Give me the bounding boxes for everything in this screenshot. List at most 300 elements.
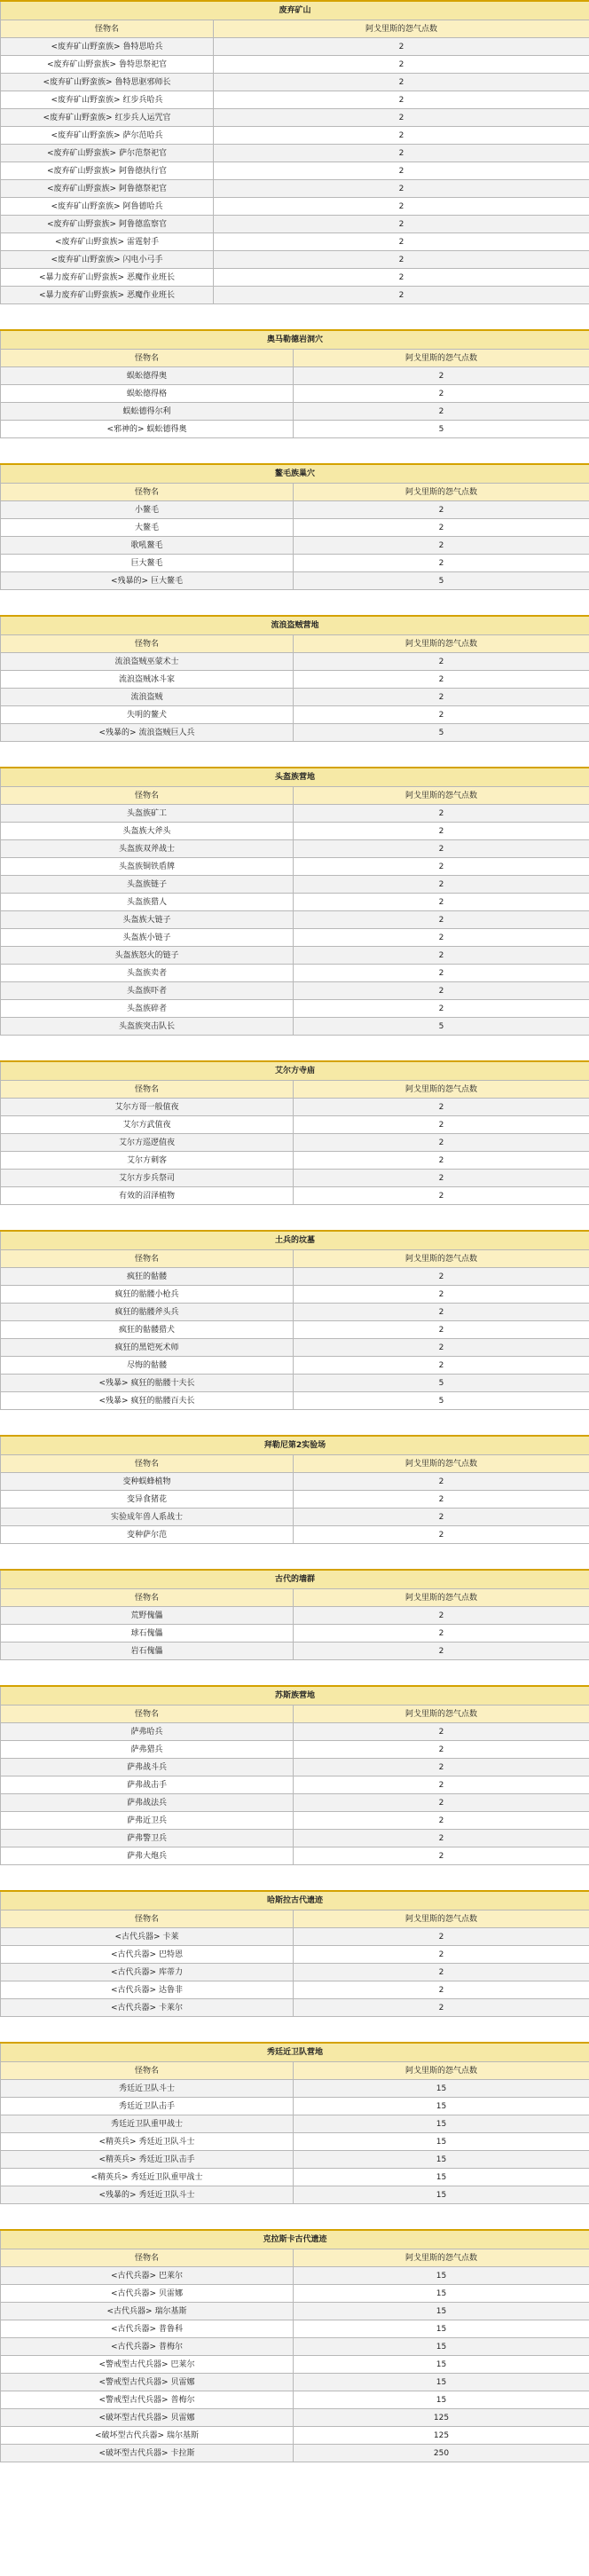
- section-spacer: [0, 1205, 589, 1230]
- table-row: [1, 2374, 589, 2391]
- table-row: [1, 1187, 589, 1205]
- monster-name-cell: 头盔族卖者: [1, 965, 294, 982]
- section-spacer: [0, 1660, 589, 1685]
- monster-section: [0, 615, 589, 742]
- table-row: [1, 385, 589, 403]
- points-cell: 2: [294, 929, 589, 947]
- points-cell: 2: [294, 1491, 589, 1509]
- table-row: [1, 2151, 589, 2169]
- monster-table: [0, 1230, 589, 1410]
- table-row: [1, 706, 589, 724]
- section-title: 克拉斯卡古代遗迹: [1, 2230, 589, 2249]
- points-cell: 5: [294, 1375, 589, 1392]
- column-header-points: 阿戈里斯的怨气点数: [294, 350, 589, 367]
- section-title: 头盔族营地: [1, 768, 589, 787]
- monster-table: [0, 615, 589, 742]
- table-row: [1, 653, 589, 671]
- monster-name-cell: 萨弗哈兵: [1, 1723, 294, 1741]
- table-row: [1, 233, 589, 251]
- table-row: [1, 145, 589, 162]
- column-header-monster: 怪物名: [1, 1589, 294, 1607]
- points-cell: 2: [294, 965, 589, 982]
- table-row: [1, 911, 589, 929]
- column-header-monster: 怪物名: [1, 484, 294, 501]
- monster-name-cell: 头盔族大斧头: [1, 823, 294, 840]
- monster-name-cell: 萨弗猎兵: [1, 1741, 294, 1759]
- section-spacer: [0, 1036, 589, 1060]
- table-row: [1, 1830, 589, 1847]
- monster-name-cell: 头盔族铜铁盾牌: [1, 858, 294, 876]
- table-row: [1, 876, 589, 894]
- table-row: [1, 1339, 589, 1357]
- table-row: [1, 1116, 589, 1134]
- points-cell: 5: [294, 724, 589, 742]
- table-row: [1, 216, 589, 233]
- points-cell: 2: [294, 1321, 589, 1339]
- table-row: [1, 823, 589, 840]
- table-row: [1, 2186, 589, 2204]
- monster-name-cell: 艾尔方巡逻值夜: [1, 1134, 294, 1152]
- points-cell: 2: [294, 671, 589, 689]
- monster-name-cell: 岩石傀儡: [1, 1642, 294, 1660]
- column-header-points: 阿戈里斯的怨气点数: [294, 1081, 589, 1099]
- points-cell: 2: [294, 823, 589, 840]
- monster-name-cell: 疯狂的骷髅斧头兵: [1, 1304, 294, 1321]
- table-row: [1, 421, 589, 438]
- section-title: 艾尔方寺庙: [1, 1061, 589, 1081]
- monster-name-cell: 流浪盗贼巫蒙术士: [1, 653, 294, 671]
- monster-name-cell: 疯狂的骷髅: [1, 1268, 294, 1286]
- points-cell: 2: [294, 805, 589, 823]
- monster-table: [0, 1060, 589, 1205]
- monster-name-cell: <精英兵> 秀廷近卫队击手: [1, 2151, 294, 2169]
- monster-name-cell: 艾尔方哥一般值夜: [1, 1099, 294, 1116]
- monster-name-cell: <废弃矿山野蛮族> 阿鲁德祭祀官: [1, 180, 214, 198]
- table-row: [1, 1509, 589, 1526]
- table-row: [1, 840, 589, 858]
- section-title: 流浪盗贼营地: [1, 616, 589, 635]
- monster-name-cell: 头盔族碎者: [1, 1000, 294, 1018]
- points-cell: 2: [294, 911, 589, 929]
- monster-name-cell: <古代兵器> 巴莱尔: [1, 2267, 294, 2285]
- monster-name-cell: 萨弗战法兵: [1, 1794, 294, 1812]
- monster-name-cell: 萨弗警卫兵: [1, 1830, 294, 1847]
- points-cell: 15: [294, 2115, 589, 2133]
- monster-name-cell: <警戒型古代兵器> 贝雷娜: [1, 2374, 294, 2391]
- section-spacer: [0, 590, 589, 615]
- monster-section: [0, 463, 589, 590]
- monster-name-cell: <邪神的> 蜈蚣德得奥: [1, 421, 294, 438]
- monster-name-cell: <古代兵器> 达鲁非: [1, 1981, 294, 1999]
- monster-name-cell: 秀廷近卫队击手: [1, 2098, 294, 2115]
- monster-name-cell: 头盔族突击队长: [1, 1018, 294, 1036]
- table-row: [1, 805, 589, 823]
- table-row: [1, 127, 589, 145]
- table-row: [1, 2320, 589, 2338]
- points-cell: 2: [294, 555, 589, 572]
- points-cell: 2: [214, 109, 589, 127]
- column-header-points: 阿戈里斯的怨气点数: [294, 1455, 589, 1473]
- monster-name-cell: <废弃矿山野蛮族> 红步兵人运咒官: [1, 109, 214, 127]
- table-row: [1, 1375, 589, 1392]
- points-cell: 2: [294, 1812, 589, 1830]
- monster-name-cell: <残暴的> 秀廷近卫队斗士: [1, 2186, 294, 2204]
- monster-name-cell: 变异食猪花: [1, 1491, 294, 1509]
- points-cell: 5: [294, 1018, 589, 1036]
- monster-name-cell: <废弃矿山野蛮族> 阿鲁德执行官: [1, 162, 214, 180]
- section-spacer: [0, 304, 589, 329]
- points-cell: 2: [294, 947, 589, 965]
- section-title: 废弃矿山: [1, 1, 589, 20]
- monster-name-cell: <残暴的> 流浪盗贼巨人兵: [1, 724, 294, 742]
- column-header-monster: 怪物名: [1, 635, 294, 653]
- points-cell: 15: [294, 2374, 589, 2391]
- monster-name-cell: <古代兵器> 卡莱: [1, 1928, 294, 1946]
- points-cell: 15: [294, 2186, 589, 2204]
- table-row: [1, 894, 589, 911]
- column-header-monster: 怪物名: [1, 1455, 294, 1473]
- monster-table: [0, 463, 589, 590]
- monster-name-cell: <废弃矿山野蛮族> 阿鲁德监察官: [1, 216, 214, 233]
- points-cell: 2: [294, 876, 589, 894]
- points-cell: 2: [294, 537, 589, 555]
- points-cell: 2: [294, 1099, 589, 1116]
- monster-section: [0, 329, 589, 438]
- table-row: [1, 572, 589, 590]
- section-title: 苏斯族营地: [1, 1686, 589, 1706]
- points-cell: 2: [214, 216, 589, 233]
- points-cell: 5: [294, 421, 589, 438]
- column-header-monster: 怪物名: [1, 787, 294, 805]
- column-header-points: 阿戈里斯的怨气点数: [294, 1706, 589, 1723]
- table-row: [1, 671, 589, 689]
- monster-table: [0, 2229, 589, 2462]
- table-row: [1, 1357, 589, 1375]
- table-row: [1, 724, 589, 742]
- table-row: [1, 1286, 589, 1304]
- monster-name-cell: <精英兵> 秀廷近卫队重甲战士: [1, 2169, 294, 2186]
- monster-table: [0, 1685, 589, 1865]
- monster-name-cell: <古代兵器> 普鲁科: [1, 2320, 294, 2338]
- monster-section: [0, 1060, 589, 1205]
- monster-name-cell: 艾尔方步兵祭司: [1, 1170, 294, 1187]
- section-spacer: [0, 742, 589, 767]
- points-cell: 2: [294, 1759, 589, 1776]
- table-row: [1, 1723, 589, 1741]
- monster-section: [0, 1890, 589, 2017]
- points-cell: 15: [294, 2303, 589, 2320]
- column-header-points: 阿戈里斯的怨气点数: [294, 787, 589, 805]
- table-row: [1, 162, 589, 180]
- points-cell: 15: [294, 2338, 589, 2356]
- points-cell: 2: [294, 982, 589, 1000]
- section-title: 古代的墙群: [1, 1570, 589, 1589]
- points-cell: 250: [294, 2445, 589, 2462]
- points-cell: 2: [294, 1187, 589, 1205]
- points-cell: 2: [294, 1000, 589, 1018]
- points-cell: 5: [294, 1392, 589, 1410]
- table-row: [1, 1392, 589, 1410]
- points-cell: 2: [294, 1304, 589, 1321]
- table-row: [1, 1473, 589, 1491]
- monster-name-cell: 艾尔方武值夜: [1, 1116, 294, 1134]
- points-cell: 2: [294, 653, 589, 671]
- monster-name-cell: <警戒型古代兵器> 普梅尔: [1, 2391, 294, 2409]
- points-cell: 15: [294, 2267, 589, 2285]
- table-row: [1, 1741, 589, 1759]
- table-row: [1, 1999, 589, 2017]
- points-cell: 2: [294, 894, 589, 911]
- table-row: [1, 555, 589, 572]
- points-cell: 15: [294, 2320, 589, 2338]
- monster-name-cell: 尽悔的骷髅: [1, 1357, 294, 1375]
- points-cell: 2: [214, 233, 589, 251]
- column-header-monster: 怪物名: [1, 20, 214, 38]
- monster-name-cell: 变种蜈蜂植物: [1, 1473, 294, 1491]
- table-row: [1, 1170, 589, 1187]
- monster-name-cell: <古代兵器> 巴特恩: [1, 1946, 294, 1964]
- monster-name-cell: 荒野傀儡: [1, 1607, 294, 1625]
- monster-name-cell: 秀廷近卫队斗士: [1, 2080, 294, 2098]
- table-row: [1, 537, 589, 555]
- monster-name-cell: 大鳌毛: [1, 519, 294, 537]
- monster-name-cell: <废弃矿山野蛮族> 红步兵哈兵: [1, 91, 214, 109]
- table-row: [1, 1759, 589, 1776]
- column-header-monster: 怪物名: [1, 1910, 294, 1928]
- points-cell: 2: [294, 1741, 589, 1759]
- table-row: [1, 91, 589, 109]
- column-header-monster: 怪物名: [1, 1081, 294, 1099]
- monster-name-cell: 头盔族吓者: [1, 982, 294, 1000]
- section-spacer: [0, 1410, 589, 1435]
- points-cell: 2: [214, 56, 589, 74]
- table-row: [1, 74, 589, 91]
- section-title: 土兵的坟墓: [1, 1231, 589, 1250]
- table-row: [1, 2303, 589, 2320]
- table-row: [1, 689, 589, 706]
- column-header-monster: 怪物名: [1, 1706, 294, 1723]
- monster-name-cell: 巨大鳌毛: [1, 555, 294, 572]
- monster-name-cell: <废弃矿山野蛮族> 闪电小弓手: [1, 251, 214, 269]
- table-row: [1, 1946, 589, 1964]
- monster-name-cell: 小鳌毛: [1, 501, 294, 519]
- table-row: [1, 269, 589, 287]
- monster-table: [0, 1435, 589, 1544]
- table-row: [1, 1152, 589, 1170]
- monster-name-cell: <废弃矿山野蛮族> 雷霆射手: [1, 233, 214, 251]
- section-title: 秀廷近卫队营地: [1, 2043, 589, 2062]
- monster-name-cell: 萨弗大炮兵: [1, 1847, 294, 1865]
- table-row: [1, 2267, 589, 2285]
- monster-name-cell: 歌吼鳌毛: [1, 537, 294, 555]
- points-cell: 2: [214, 162, 589, 180]
- monster-name-cell: <破坏型古代兵器> 贝雷娜: [1, 2409, 294, 2427]
- monster-name-cell: <古代兵器> 贝雷娜: [1, 2285, 294, 2303]
- table-row: [1, 1928, 589, 1946]
- table-row: [1, 1794, 589, 1812]
- points-cell: 2: [214, 180, 589, 198]
- points-cell: 2: [214, 198, 589, 216]
- table-row: [1, 858, 589, 876]
- points-cell: 2: [294, 1170, 589, 1187]
- table-row: [1, 287, 589, 304]
- table-row: [1, 2285, 589, 2303]
- points-cell: 2: [294, 1981, 589, 1999]
- table-row: [1, 2169, 589, 2186]
- table-row: [1, 1642, 589, 1660]
- table-row: [1, 251, 589, 269]
- monster-name-cell: <废弃矿山野蛮族> 萨尔范哈兵: [1, 127, 214, 145]
- monster-name-cell: <残暴> 疯狂的骷髅百夫长: [1, 1392, 294, 1410]
- table-row: [1, 2338, 589, 2356]
- table-row: [1, 180, 589, 198]
- monster-name-cell: 头盔族大链子: [1, 911, 294, 929]
- points-cell: 2: [294, 1286, 589, 1304]
- points-cell: 2: [294, 519, 589, 537]
- monster-name-cell: <古代兵器> 卡莱尔: [1, 1999, 294, 2017]
- table-row: [1, 2080, 589, 2098]
- points-cell: 2: [294, 385, 589, 403]
- points-cell: 2: [294, 1152, 589, 1170]
- table-row: [1, 38, 589, 56]
- points-cell: 2: [294, 1776, 589, 1794]
- monster-name-cell: <精英兵> 秀廷近卫队斗士: [1, 2133, 294, 2151]
- points-cell: 15: [294, 2080, 589, 2098]
- points-cell: 2: [294, 1928, 589, 1946]
- table-row: [1, 1625, 589, 1642]
- monster-name-cell: 流浪盗贼冰斗家: [1, 671, 294, 689]
- points-cell: 2: [214, 145, 589, 162]
- table-row: [1, 519, 589, 537]
- monster-name-cell: <废弃矿山野蛮族> 阿鲁德哈兵: [1, 198, 214, 216]
- points-cell: 15: [294, 2151, 589, 2169]
- table-row: [1, 1099, 589, 1116]
- monster-name-cell: <古代兵器> 瑞尔基斯: [1, 2303, 294, 2320]
- points-cell: 2: [294, 1339, 589, 1357]
- monster-name-cell: 失明的鳌犬: [1, 706, 294, 724]
- monster-name-cell: 头盔族矿工: [1, 805, 294, 823]
- points-cell: 15: [294, 2356, 589, 2374]
- points-cell: 2: [294, 1999, 589, 2017]
- points-cell: 2: [294, 840, 589, 858]
- monster-name-cell: <废弃矿山野蛮族> 鲁特思哈兵: [1, 38, 214, 56]
- column-header-monster: 怪物名: [1, 2062, 294, 2080]
- points-cell: 2: [214, 91, 589, 109]
- points-cell: 2: [294, 1134, 589, 1152]
- table-row: [1, 109, 589, 127]
- points-cell: 2: [294, 1357, 589, 1375]
- monster-name-cell: 艾尔方刺客: [1, 1152, 294, 1170]
- points-cell: 2: [294, 403, 589, 421]
- section-spacer: [0, 1544, 589, 1569]
- column-header-points: 阿戈里斯的怨气点数: [214, 20, 589, 38]
- points-cell: 125: [294, 2409, 589, 2427]
- points-cell: 15: [294, 2098, 589, 2115]
- monster-name-cell: 球石傀儡: [1, 1625, 294, 1642]
- monster-name-cell: <废弃矿山野蛮族> 鲁特思驱邪师长: [1, 74, 214, 91]
- table-row: [1, 929, 589, 947]
- monster-name-cell: <废弃矿山野蛮族> 萨尔范祭祀官: [1, 145, 214, 162]
- points-cell: 2: [294, 1473, 589, 1491]
- column-header-points: 阿戈里斯的怨气点数: [294, 1589, 589, 1607]
- monster-section: [0, 1435, 589, 1544]
- monster-table: [0, 329, 589, 438]
- section-title: 奥马勒德岩洞穴: [1, 330, 589, 350]
- table-row: [1, 1847, 589, 1865]
- monster-name-cell: 实验成年兽人系战士: [1, 1509, 294, 1526]
- table-row: [1, 1018, 589, 1036]
- table-row: [1, 982, 589, 1000]
- section-title: 拜勒尼第2实验场: [1, 1436, 589, 1455]
- points-cell: 15: [294, 2285, 589, 2303]
- points-cell: 2: [294, 1830, 589, 1847]
- column-header-monster: 怪物名: [1, 350, 294, 367]
- monster-section: [0, 2229, 589, 2462]
- monster-name-cell: <破坏型古代兵器> 卡拉斯: [1, 2445, 294, 2462]
- table-row: [1, 1526, 589, 1544]
- monster-name-cell: <警戒型古代兵器> 巴莱尔: [1, 2356, 294, 2374]
- points-cell: 2: [294, 1607, 589, 1625]
- table-row: [1, 2409, 589, 2427]
- points-cell: 2: [214, 74, 589, 91]
- column-header-points: 阿戈里斯的怨气点数: [294, 1250, 589, 1268]
- table-row: [1, 56, 589, 74]
- monster-name-cell: <古代兵器> 普梅尔: [1, 2338, 294, 2356]
- table-row: [1, 2445, 589, 2462]
- monster-name-cell: 秀廷近卫队重甲战士: [1, 2115, 294, 2133]
- table-row: [1, 2391, 589, 2409]
- table-row: [1, 1981, 589, 1999]
- table-row: [1, 2098, 589, 2115]
- monster-section: [0, 2042, 589, 2204]
- table-row: [1, 1812, 589, 1830]
- points-cell: 2: [294, 1794, 589, 1812]
- table-row: [1, 367, 589, 385]
- points-cell: 2: [294, 1723, 589, 1741]
- column-header-points: 阿戈里斯的怨气点数: [294, 635, 589, 653]
- monster-table: [0, 767, 589, 1036]
- monster-name-cell: <残暴的> 巨大鳌毛: [1, 572, 294, 590]
- monster-name-cell: 有效的沼泽植物: [1, 1187, 294, 1205]
- table-row: [1, 1607, 589, 1625]
- points-cell: 15: [294, 2391, 589, 2409]
- monster-name-cell: 萨弗战击手: [1, 1776, 294, 1794]
- monster-table: [0, 1569, 589, 1660]
- section-title: 哈斯拉古代遗迹: [1, 1891, 589, 1910]
- points-cell: 2: [294, 706, 589, 724]
- points-cell: 2: [294, 1964, 589, 1981]
- monster-name-cell: 蜈蚣德得尔利: [1, 403, 294, 421]
- points-cell: 2: [294, 1268, 589, 1286]
- monster-name-cell: 头盔族双斧战士: [1, 840, 294, 858]
- monster-name-cell: 头盔族链子: [1, 876, 294, 894]
- table-row: [1, 1321, 589, 1339]
- monster-section: [0, 1685, 589, 1865]
- monster-name-cell: 萨弗战斗兵: [1, 1759, 294, 1776]
- points-cell: 2: [294, 1847, 589, 1865]
- monster-name-cell: 头盔族怒火的链子: [1, 947, 294, 965]
- table-row: [1, 2427, 589, 2445]
- monster-name-cell: <暴力废弃矿山野蛮族> 恶魔作业班长: [1, 287, 214, 304]
- table-row: [1, 2356, 589, 2374]
- monster-section: [0, 1569, 589, 1660]
- section-title: 鳌毛族巢穴: [1, 464, 589, 484]
- monster-name-cell: 变种萨尔范: [1, 1526, 294, 1544]
- table-row: [1, 2115, 589, 2133]
- monster-name-cell: 疯狂的骷髅猎犬: [1, 1321, 294, 1339]
- points-cell: 2: [294, 1946, 589, 1964]
- table-row: [1, 1134, 589, 1152]
